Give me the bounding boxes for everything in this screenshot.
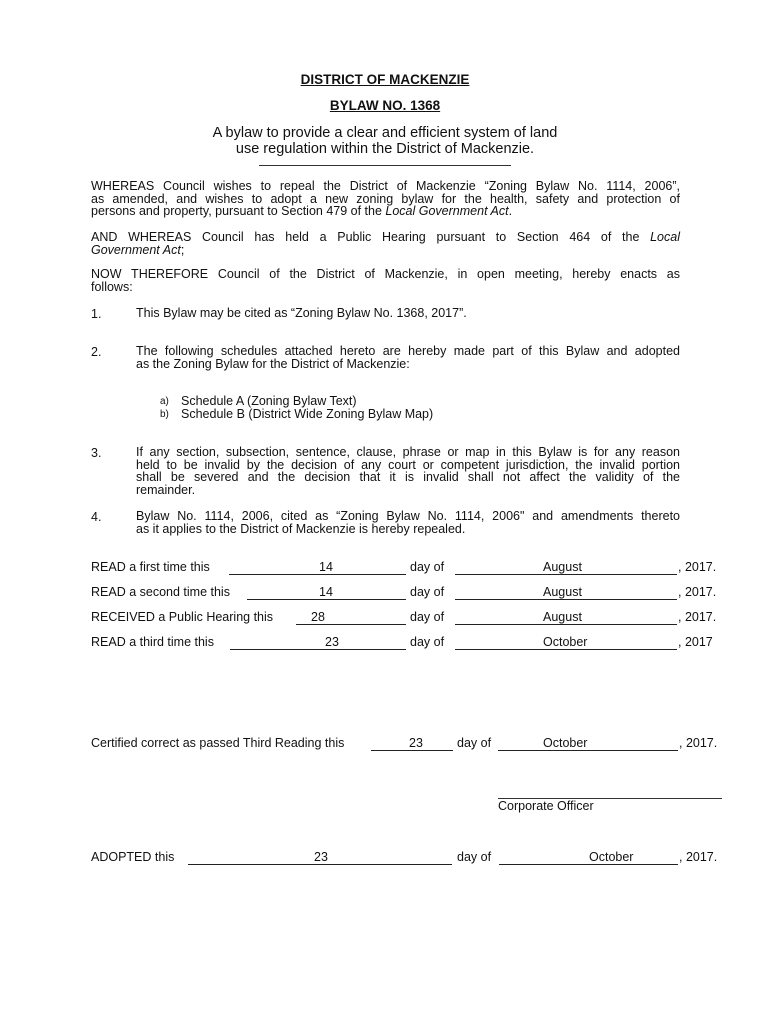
hearing-month-field[interactable]: August: [455, 611, 677, 625]
whereas-paragraph: [91, 180, 680, 218]
adopted-year: , 2017.: [679, 850, 718, 864]
reading-3-day-field[interactable]: 23: [230, 636, 406, 650]
header-divider: [259, 165, 511, 166]
reading-3-year: , 2017: [678, 635, 713, 649]
certified-day-of: day of: [457, 736, 492, 750]
item-3-text: If any section, subsection, sentence, clause, phrase or map in this Bylaw is for any reason held to be invalid by the decision of any court or competent jurisdiction, the invalid portion shall be severed and the decision that it is invalid shall not affect the validity of the remainder.: [136, 445, 680, 497]
certified-label: Certified correct as passed Third Reading this: [91, 736, 345, 750]
now-therefore-line-2: follows:: [91, 279, 133, 294]
district-title: DISTRICT OF MACKENZIE: [300, 72, 470, 87]
schedule-a-letter: a): [160, 396, 169, 407]
schedule-b-letter: b): [160, 409, 169, 420]
item-4-number: 4.: [91, 510, 102, 524]
reading-1-month-field[interactable]: August: [455, 561, 677, 575]
adopted-label: ADOPTED this: [91, 850, 175, 864]
reading-1-label: READ a first time this: [91, 560, 210, 574]
reading-1-day-field[interactable]: 14: [229, 561, 406, 575]
hearing-day-of: day of: [410, 610, 445, 624]
reading-2-day-of: day of: [410, 585, 445, 599]
certified-day-field[interactable]: 23: [371, 737, 453, 751]
hearing-year: , 2017.: [678, 610, 717, 624]
certified-month-field[interactable]: October: [498, 737, 678, 751]
reading-3-month-field[interactable]: October: [455, 636, 677, 650]
schedule-a: Schedule A (Zoning Bylaw Text): [181, 394, 357, 408]
whereas-line-3: persons and property, pursuant to Section 479 of the Local Government Act.: [91, 204, 513, 218]
adopted-day-of: day of: [457, 850, 492, 864]
item-4-text: Bylaw No. 1114, 2006, cited as “Zoning Bylaw No. 1114, 2006" and amendments thereto as it applies to the District of Mackenzie is hereby repealed.: [136, 509, 680, 536]
reading-2-day-field[interactable]: 14: [247, 586, 406, 600]
schedule-b: Schedule B (District Wide Zoning Bylaw Map): [181, 407, 434, 421]
reading-2-year: , 2017.: [678, 585, 717, 599]
purpose-line-2: use regulation within the District of Mackenzie.: [235, 141, 535, 157]
now-therefore-paragraph: [91, 268, 680, 293]
hearing-label: RECEIVED a Public Hearing this: [91, 610, 274, 624]
and-whereas-paragraph: [91, 231, 680, 256]
reading-1-day-of: day of: [410, 560, 445, 574]
purpose-line-1: A bylaw to provide a clear and efficient system of land: [212, 125, 558, 141]
reading-3-label: READ a third time this: [91, 635, 214, 649]
certified-year: , 2017.: [679, 736, 718, 750]
and-whereas-line-1: AND WHEREAS Council has held a Public Hearing pursuant to Section 464 of the Local: [91, 230, 680, 244]
signature-title: Corporate Officer: [498, 799, 594, 813]
whereas-line-2: as amended, and wishes to adopt a new zoning bylaw for the health, safety and protection of: [91, 191, 680, 206]
whereas-line-1: WHEREAS Council wishes to repeal the District of Mackenzie “Zoning Bylaw No. 1114, 2006”,: [91, 179, 680, 193]
reading-3-day-of: day of: [410, 635, 445, 649]
bylaw-number: BYLAW NO. 1368: [329, 98, 441, 113]
item-3-number: 3.: [91, 446, 102, 460]
item-2-text: The following schedules attached hereto are hereby made part of this Bylaw and adopted as the Zoning Bylaw for the District of Mackenzie:: [136, 344, 680, 371]
adopted-month-field[interactable]: October: [499, 851, 678, 865]
hearing-day-field[interactable]: 28: [296, 611, 406, 625]
reading-2-label: READ a second time this: [91, 585, 230, 599]
and-whereas-line-2: Government Act;: [91, 242, 185, 257]
item-1-number: 1.: [91, 307, 102, 321]
item-2-number: 2.: [91, 345, 102, 359]
reading-1-year: , 2017.: [678, 560, 717, 574]
item-1-text: This Bylaw may be cited as “Zoning Bylaw No. 1368, 2017”.: [136, 306, 467, 320]
reading-2-month-field[interactable]: August: [455, 586, 677, 600]
adopted-day-field[interactable]: 23: [188, 851, 452, 865]
now-therefore-line-1: NOW THEREFORE Council of the District of Mackenzie, in open meeting, hereby enacts as: [91, 267, 680, 281]
